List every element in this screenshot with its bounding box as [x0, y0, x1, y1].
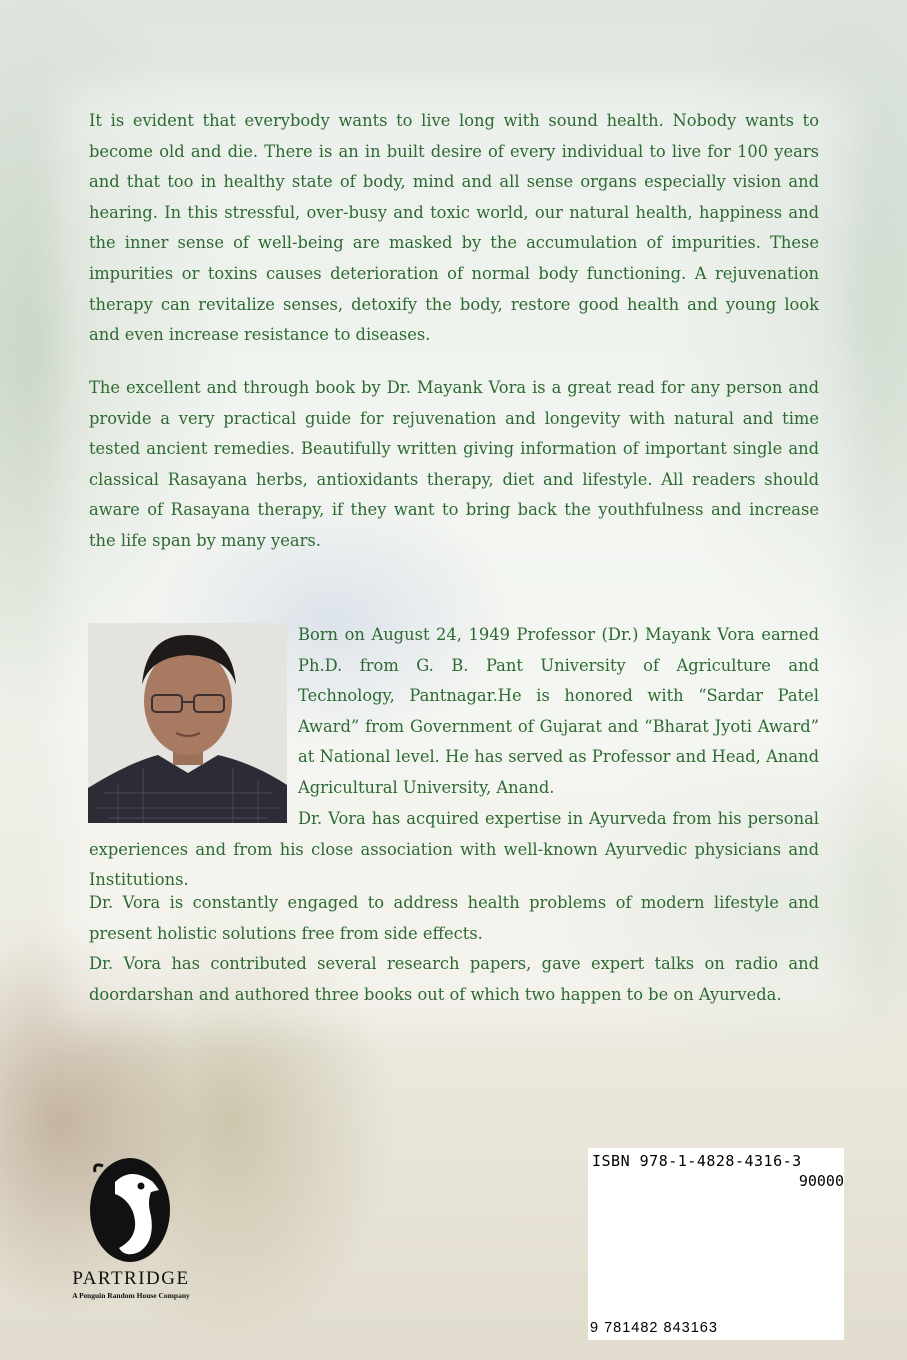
barcode-number: 9 781482 843163: [590, 1320, 718, 1336]
author-bio-1: Born on August 24, 1949 Professor (Dr.) Mayank Vora earned Ph.D. from G. B. Pant University of Agriculture and Technology, Pantnagar.He is honored with “Sardar Patel Award” from Government of Gujarat and “Bharat Jyoti Award” at National level. He has served as Professor and Head, Anand Agricultural University, Anand.: [298, 625, 819, 797]
publisher-name: PARTRIDGE: [72, 1268, 190, 1289]
price-code: 90000: [798, 1172, 844, 1190]
author-bio-3: Dr. Vora is constantly engaged to address health problems of modern lifestyle and present holistic solutions free from side effects.: [89, 893, 819, 943]
blurb-paragraph-1: It is evident that everybody wants to live long with sound health. Nobody wants to become old and die. There is an in built desire of every individual to live for 100 years and that too in healthy state of body, mind and all sense organs especially vision and hearing. In this stressful, over-busy and toxic world, our natural health, happiness and the inner sense of well-being are masked by the accumulation of impurities. These impurities or toxins causes deterioration of normal body functioning. A rejuvenation therapy can revitalize senses, detoxify the body, restore good health and young look and even increase resistance to diseases.: [89, 111, 819, 345]
author-photo: [88, 623, 287, 823]
author-bio-4: Dr. Vora has contributed several research papers, gave expert talks on radio and doordarshan and authored three books out of which two happen to be on Ayurveda.: [89, 954, 819, 1004]
blurb-paragraph-2: The excellent and through book by Dr. Mayank Vora is a great read for any person and provide a very practical guide for rejuvenation and longevity with natural and time tested ancient remedies. Beautifully written giving information of important single and classical Rasayana herbs, antioxidants therapy, diet and lifestyle. All readers should aware of Rasayana therapy, if they want to bring back the youthfulness and increase the life span by many years.: [89, 378, 819, 550]
isbn-label: ISBN 978-1-4828-4316-3: [592, 1152, 802, 1170]
author-bio-2: Dr. Vora has acquired expertise in Ayurveda from his personal experiences and from his close association with well-known Ayurvedic physicians and Institutions.: [89, 809, 819, 890]
publisher-tagline: A Penguin Random House Company: [72, 1291, 190, 1300]
